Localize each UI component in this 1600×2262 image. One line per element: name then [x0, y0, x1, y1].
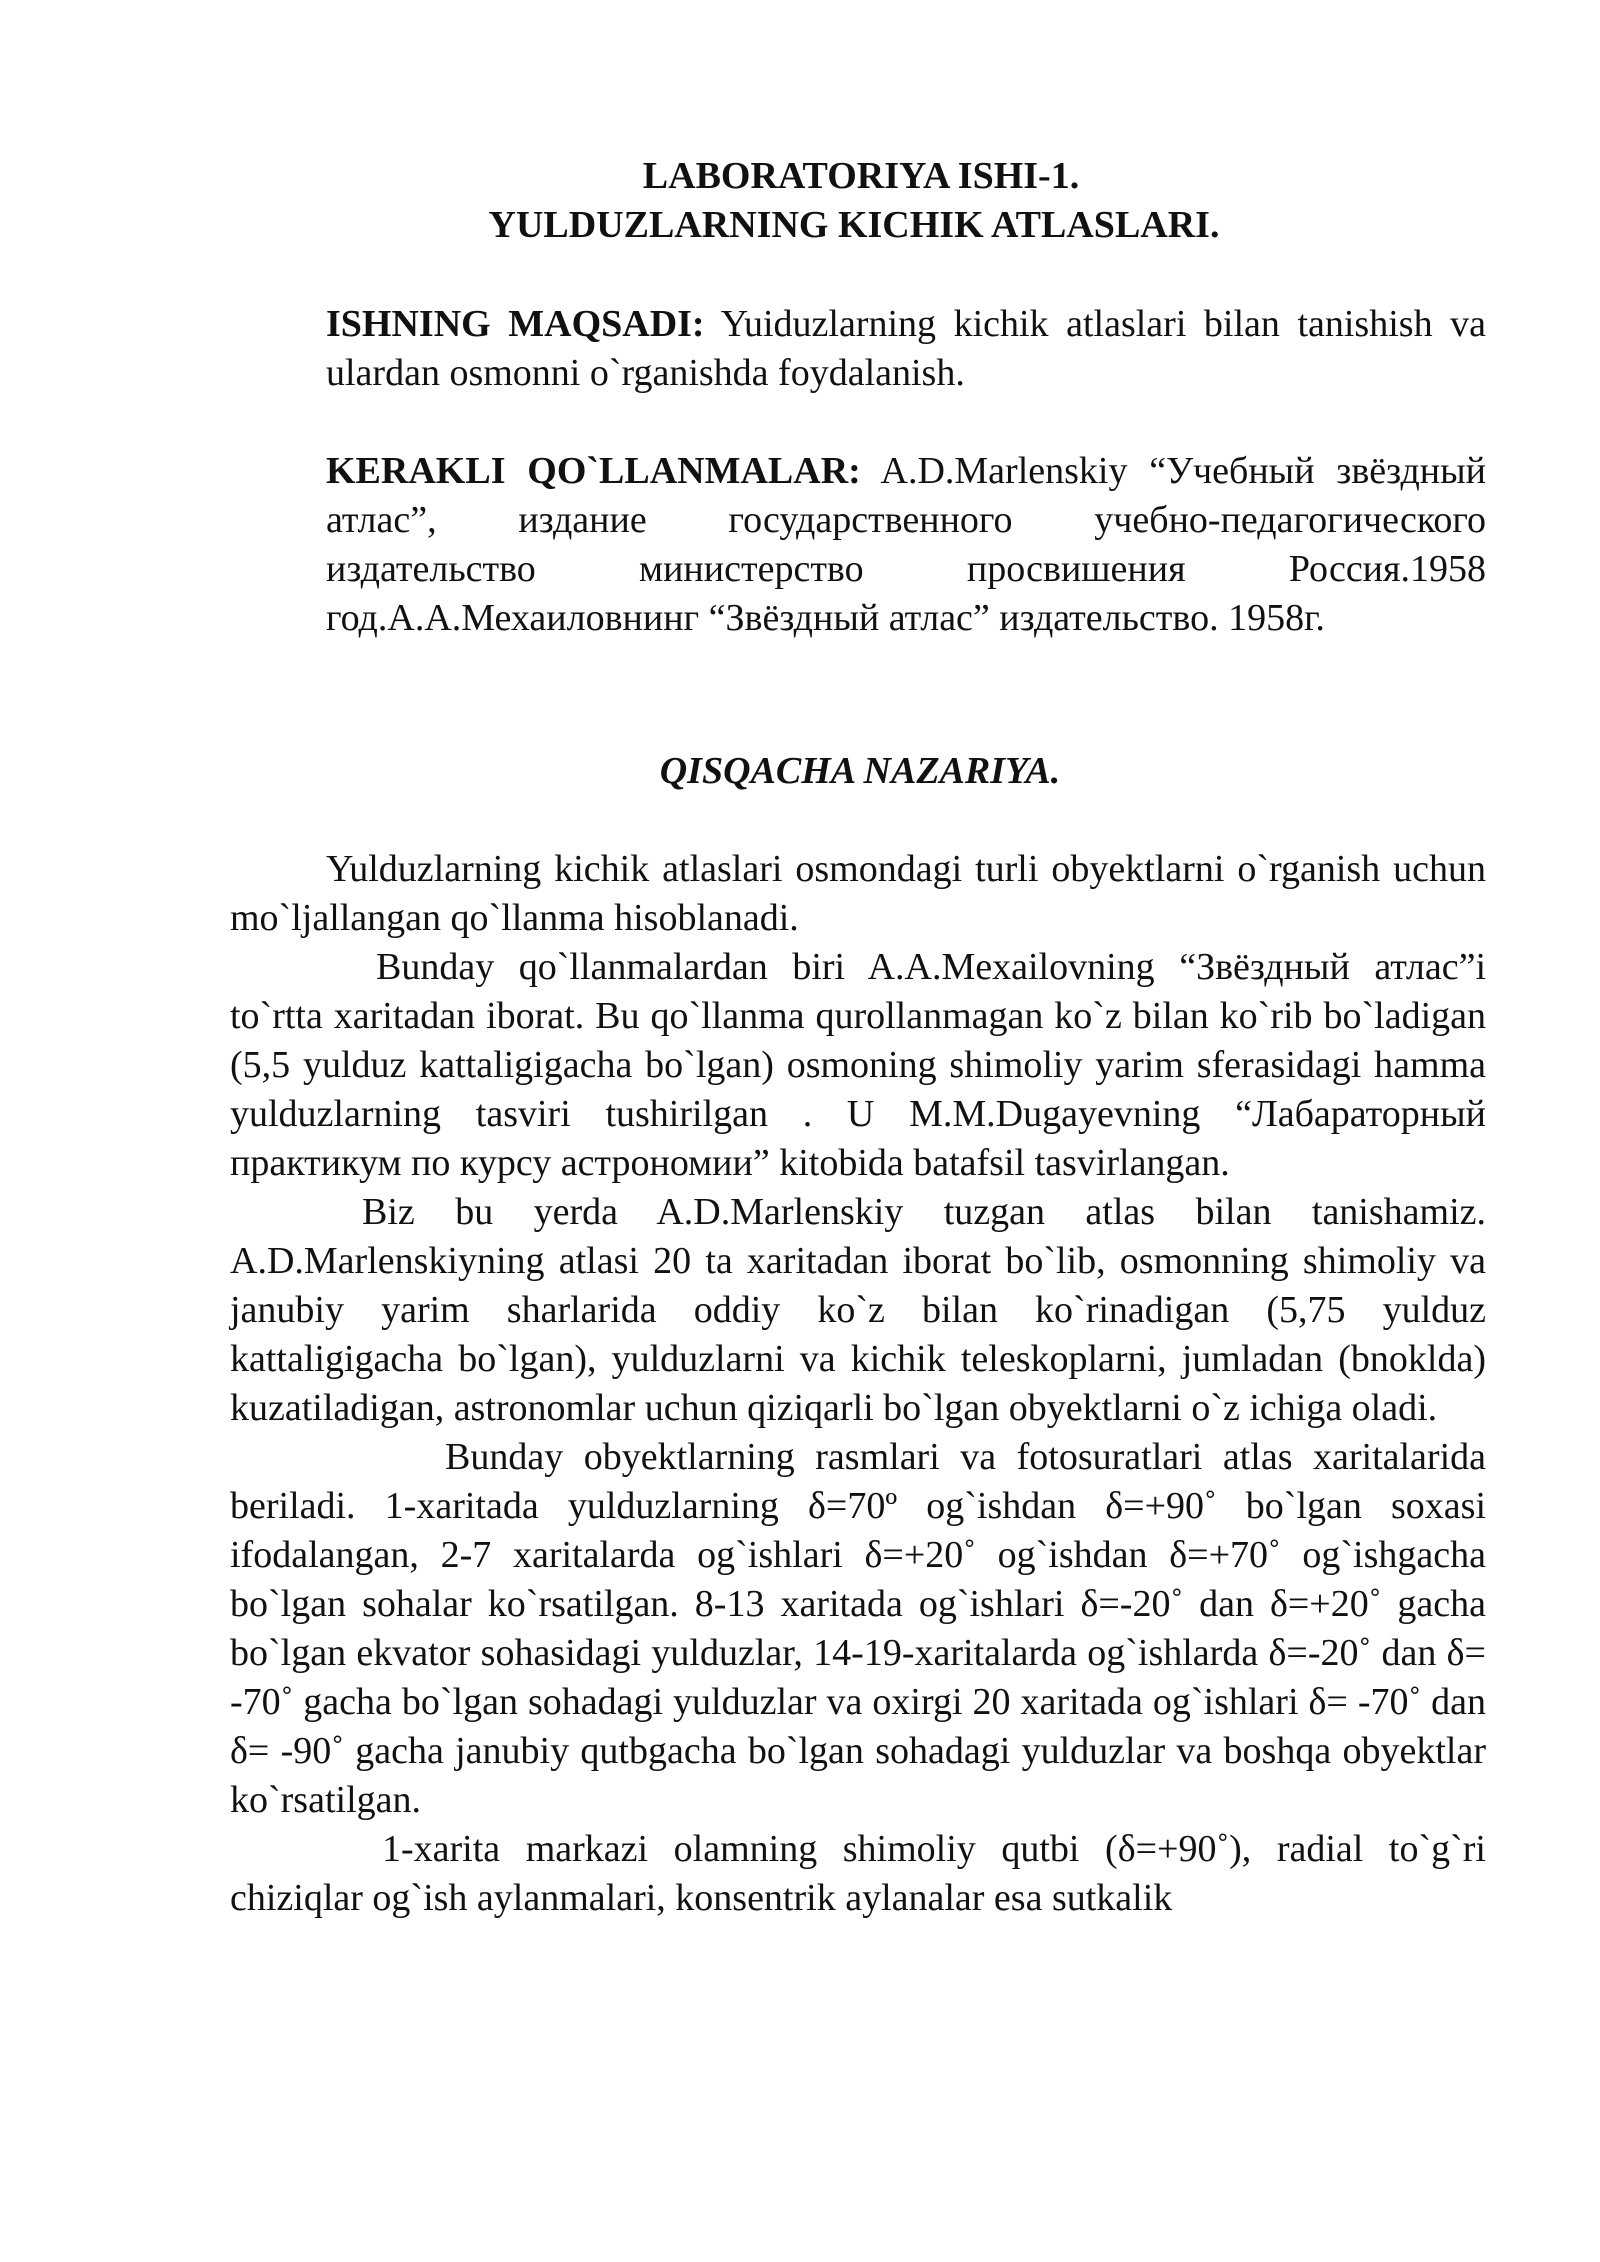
references-paragraph [326, 447, 1486, 643]
body-paragraph: Yulduzlarning kichik atlaslari osmondagi turli obyektlarni o`rganish uchun mo`ljallangan qo`llanma hisoblanadi. [230, 848, 1486, 939]
body-paragraph: Biz bu yerda A.D.Marlenskiy tuzgan atlas bilan tanishamiz. A.D.Marlenskiyning atlasi 20 ta xaritadan iborat bo`lib, osmonning shimoliy va janubiy yarim sharlarida oddiy ko`z bilan ko`rinadigan (5,75 yulduz kattaligigacha bo`lgan), yulduzlarni va kichik teleskoplarni, jumladan (bnoklda) kuzatiladigan, astronomlar uchun qiziqarli bo`lgan obyektlarni o`z ichiga oladi. [230, 1191, 1486, 1429]
body-text [230, 845, 1486, 1923]
goal-paragraph [326, 300, 1486, 398]
body-paragraph: 1-xarita markazi olamning shimoliy qutbi (δ=+90˚), radial to`g`ri chiziqlar og`ish aylanmalari, konsentrik aylanalar esa sutkalik [230, 1828, 1486, 1919]
body-paragraph: Bunday qo`llanmalardan biri A.A.Mexailovning “Звёздный атлас”i to`rtta xaritadan iborat. Bu qo`llanma qurollanmagan ko`z bilan ko`rib bo`ladigan (5,5 yulduz kattaligigacha bo`lgan) osmoning shimoliy yarim sferasidagi hamma yulduzlarning tasviri tushirilgan . U M.M.Dugayevning “Лабараторный практикум по курсу астрономии” kitobida batafsil tasvirlangan. [230, 946, 1486, 1184]
references-label: KERAKLI QO`LLANMALAR: [326, 450, 861, 492]
body-paragraph: Bunday obyektlarning rasmlari va fotosuratlari atlas xaritalarida beriladi. 1-xaritada yulduzlarning δ=70º og`ishdan δ=+90˚ bo`lgan soxasi ifodalangan, 2-7 xaritalarda og`ishlari δ=+20˚ og`ishdan δ=+70˚ og`ishgacha bo`lgan sohalar ko`rsatilgan. 8-13 xaritada og`ishlari δ=-20˚ dan δ=+20˚ gacha bo`lgan ekvator sohasidagi yulduzlar, 14-19-xaritalarda og`ishlarda δ=-20˚ dan δ= -70˚ gacha bo`lgan sohadagi yulduzlar va oxirgi 20 xaritada og`ishlari δ= -70˚ dan δ= -90˚ gacha janubiy qutbgacha bo`lgan sohadagi yulduzlar va boshqa obyektlar ko`rsatilgan. [230, 1436, 1486, 1821]
references-text: A.D.Marlenskiy “Учебный звёздный атлас”, издание государственного учебно-педагогического издательство министерство просвишения Россия.1958 год.А.А.Мехаиловнинг “Звёздный атлас” издательство. 1958г. [326, 450, 1486, 639]
goal-text: Yuiduzlarning kichik atlaslari bilan tanishish va ulardan osmonni o`rganishda foydalanish. [326, 303, 1486, 394]
section-heading: QISQACHA NAZARIYA. [659, 750, 1061, 792]
document-subtitle: YULDUZLARNING KICHIK ATLASLARI. [488, 204, 1220, 246]
document-title: LABORATORIYA ISHI-1. [642, 155, 1080, 197]
goal-label: ISHNING MAQSADI: [326, 303, 705, 345]
